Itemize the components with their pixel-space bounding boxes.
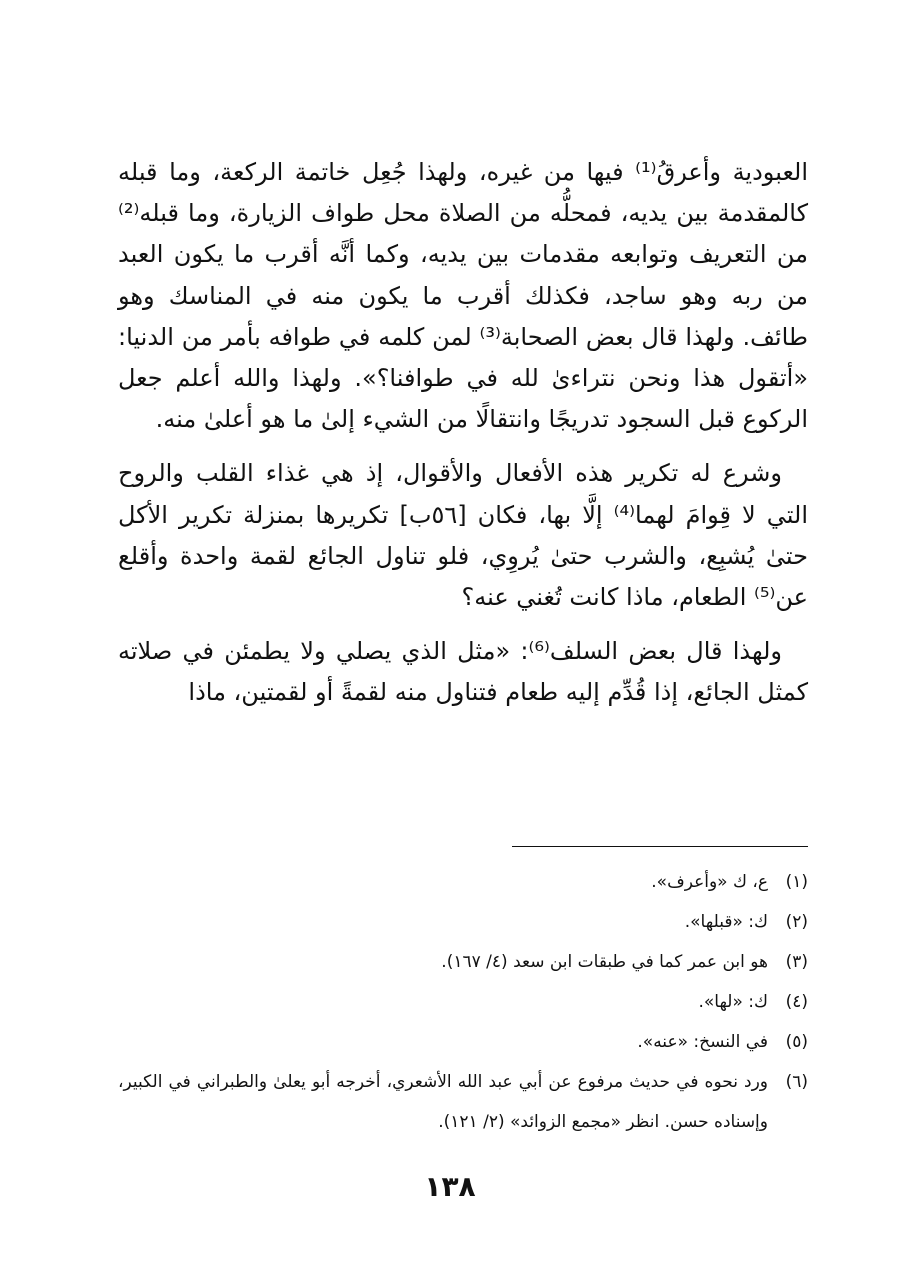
footnote-text: ورد نحوه في حديث مرفوع عن أبي عبد الله الأشعري، أخرجه أبو يعلىٰ والطبراني في الكبير، وإسناده حسن. انظر «مجمع الزوائد» (٢/ ١٢١). — [118, 1072, 768, 1132]
paragraph-3 — [118, 631, 808, 713]
footnote-text: في النسخ: «عنه». — [637, 1032, 768, 1052]
footnotes — [118, 862, 808, 1142]
footnote-number: (٤) — [785, 992, 808, 1012]
footnote-number: (٦) — [785, 1072, 808, 1092]
footnote-6 — [118, 1062, 808, 1142]
paragraph-2-text: وشرع له تكرير هذه الأفعال والأقوال، إذ هي غذاء القلب والروح التي لا قِوامَ لهما⁽⁴⁾ إلَّا بها، فكان [٥٦ب] تكريرها بمنزلة تكرير الأكل حتىٰ يُشبِع، والشرب حتىٰ يُروِي، فلو تناول الجائع لقمة واحدة وأقلع عن⁽⁵⁾ الطعام، ماذا كانت تُغني عنه؟ — [118, 459, 809, 612]
paragraph-1-text: العبودية وأعرقُ⁽¹⁾ فيها من غيره، ولهذا جُعِل خاتمة الركعة، وما قبله كالمقدمة بين يديه، فمحلُّه من الصلاة محل طواف الزيارة، وما قبله⁽²⁾ من التعريف وتوابعه مقدمات بين يديه، وكما أنَّه أقرب ما يكون العبد من ربه وهو ساجد، فكذلك أقرب ما يكون منه في المناسك وهو طائف. ولهذا قال بعض الصحابة⁽³⁾ لمن كلمه في طوافه بأمر من الدنيا: «أتقول هذا ونحن نتراءىٰ لله في طوافنا؟». ولهذا والله أعلم جعل الركوع قبل السجود تدريجًا وانتقالًا من الشيء إلىٰ ما هو أعلىٰ منه. — [118, 158, 809, 434]
footnote-4 — [118, 982, 808, 1022]
footnote-number: (١) — [785, 872, 808, 892]
paragraph-3-text: ولهذا قال بعض السلف⁽⁶⁾: «مثل الذي يصلي ولا يطمئن في صلاته كمثل الجائع، إذا قُدِّم إليه طعام فتناول منه لقمةً أو لقمتين، ماذا — [118, 637, 808, 707]
paragraph-1 — [118, 152, 808, 440]
footnote-divider — [512, 846, 808, 847]
paragraph-2 — [118, 453, 808, 618]
footnote-text: هو ابن عمر كما في طبقات ابن سعد (٤/ ١٦٧). — [441, 952, 768, 972]
footnote-text: ع، ك «وأعرف». — [651, 872, 768, 892]
footnote-2 — [118, 902, 808, 942]
footnote-number: (٥) — [785, 1032, 808, 1052]
footnote-text: ك: «قبلها». — [684, 912, 768, 932]
footnote-3 — [118, 942, 808, 982]
footnote-1 — [118, 862, 808, 902]
page-number: ١٣٨ — [424, 1170, 476, 1203]
footnote-5 — [118, 1022, 808, 1062]
footnote-number: (٣) — [785, 952, 808, 972]
footnote-text: ك: «لها». — [698, 992, 768, 1012]
footnote-number: (٢) — [785, 912, 808, 932]
main-text — [118, 152, 808, 727]
